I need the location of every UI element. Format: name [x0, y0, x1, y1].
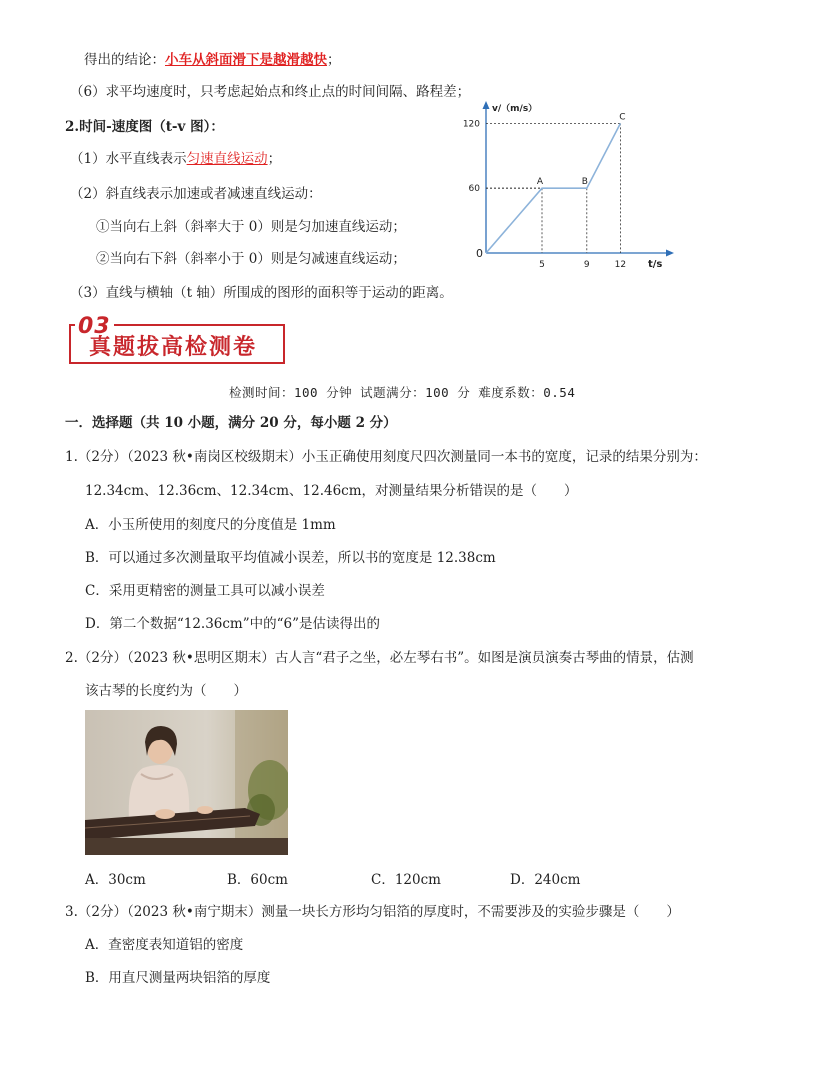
conclusion-answer: 小车从斜面滑下是越滑越快	[165, 52, 327, 68]
y-tick-label: 120	[462, 119, 480, 130]
item1-suffix: ；	[267, 151, 282, 167]
banner-number: 03	[75, 314, 114, 339]
x-axis-label: t/s	[648, 259, 663, 270]
y-axis-arrow	[483, 101, 490, 109]
q1-option-a: A．小玉所使用的刻度尺的分度值是 1mm	[85, 517, 336, 533]
item1-prefix: （1）水平直线表示	[70, 151, 187, 167]
y-axis-label: v/（m/s）	[492, 104, 538, 114]
origin-label: 0	[476, 247, 483, 260]
q2-option-b: B．60cm	[227, 872, 288, 888]
section2-item2a: ①当向右上斜（斜率大于 0）则是匀加速直线运动；	[96, 219, 406, 235]
tv-chart	[450, 95, 680, 275]
q1-option-c: C．采用更精密的测量工具可以减小误差	[85, 583, 325, 599]
section2-title: 2.时间-速度图（t-v 图）：	[65, 119, 224, 135]
x-axis-arrow	[666, 250, 674, 257]
q3-option-b: B．用直尺测量两块铝箔的厚度	[85, 970, 271, 986]
section2-item3: （3）直线与横轴（t 轴）所围成的图形的面积等于运动的距离。	[70, 285, 453, 301]
q1-stem-line1: 1.（2分）（2023 秋•南岗区校级期末）小玉正确使用刻度尺四次测量同一本书的宽度，记录的结果分别为：	[65, 449, 707, 465]
point-label-a: A	[536, 177, 544, 188]
conclusion-prefix: 得出的结论：	[84, 52, 165, 68]
part1-title: 一．选择题（共 10 小题，满分 20 分，每小题 2 分）	[65, 415, 397, 431]
q1-option-b: B．可以通过多次测量取平均值减小误差，所以书的宽度是 12.38cm	[85, 550, 496, 566]
section2-item2: （2）斜直线表示加速或者减速直线运动：	[70, 186, 322, 202]
banner-title: 真题拔高检测卷	[89, 335, 258, 360]
q1-option-d: D．第二个数据“12.36cm”中的“6”是估读得出的	[85, 616, 381, 632]
x-tick-label: 12	[614, 260, 627, 270]
section2-item1	[70, 150, 281, 168]
q2-stem-line1: 2.（2分）（2023 秋•思明区期末）古人言“君子之坐，必左琴右书”。如图是演员演奏古琴曲的情景，估测	[65, 650, 694, 666]
x-tick-label: 5	[539, 260, 545, 270]
q2-option-d: D．240cm	[510, 872, 581, 888]
q2-option-a: A．30cm	[85, 872, 146, 888]
q1-stem-line2: 12.34cm、12.36cm、12.34cm、12.46cm，对测量结果分析错误的是（ ）	[85, 483, 578, 499]
conclusion-suffix: ；	[327, 52, 341, 68]
test-info: 检测时间：100 分钟 试题满分：100 分 难度系数：0.54	[229, 385, 576, 400]
section-banner	[69, 314, 289, 366]
item1-answer: 匀速直线运动	[186, 151, 268, 167]
y-tick-label: 60	[468, 184, 480, 195]
guqin-photo	[85, 710, 288, 855]
item6-text: （6）求平均速度时，只考虑起始点和终止点的时间间隔、路程差；	[70, 84, 471, 100]
conclusion-line	[84, 51, 341, 69]
q3-stem: 3.（2分）（2023 秋•南宁期末）测量一块长方形均匀铝箔的厚度时，不需要涉及的实验步骤是（ ）	[65, 904, 680, 920]
x-tick-label: 9	[583, 260, 590, 270]
point-label-b: B	[581, 177, 588, 188]
q2-option-c: C．120cm	[371, 872, 441, 888]
q2-stem-line2: 该古琴的长度约为（ ）	[85, 683, 247, 699]
section2-item2b: ②当向右下斜（斜率小于 0）则是匀减速直线运动；	[96, 251, 406, 267]
point-label-c: C	[619, 112, 626, 123]
q3-option-a: A．查密度表知道铝的密度	[85, 937, 244, 953]
